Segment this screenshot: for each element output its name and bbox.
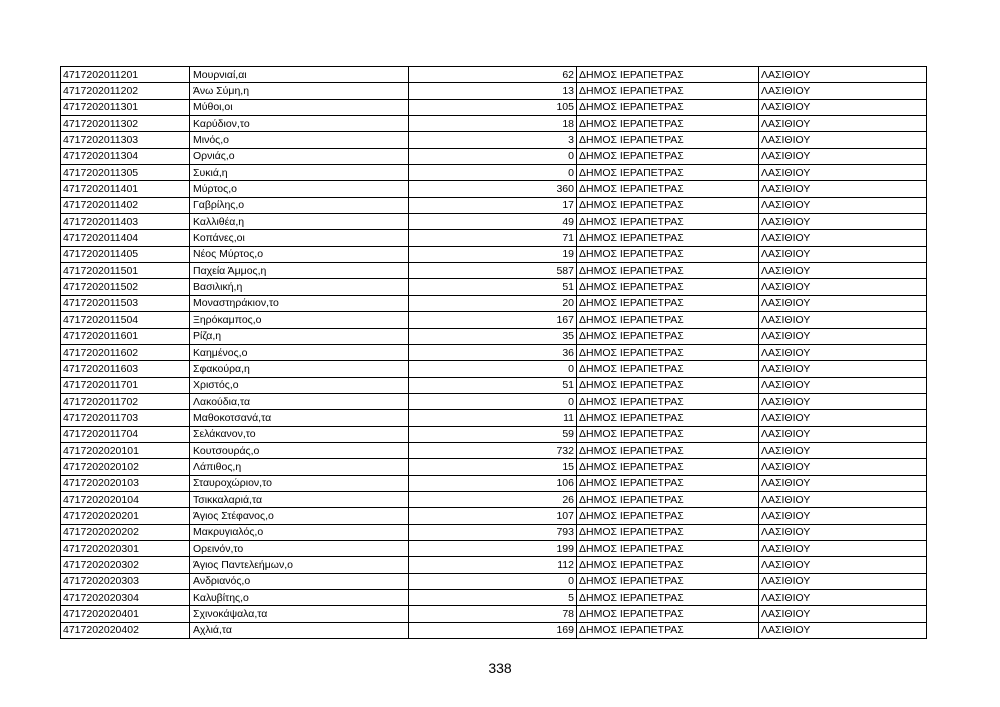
prefecture-cell: ΛΑΣΙΘΙΟΥ bbox=[759, 295, 927, 311]
municipality-cell: ΔΗΜΟΣ ΙΕΡΑΠΕΤΡΑΣ bbox=[577, 344, 759, 360]
table-row bbox=[61, 524, 927, 540]
municipality-cell: ΔΗΜΟΣ ΙΕΡΑΠΕΤΡΑΣ bbox=[577, 246, 759, 262]
municipality-cell: ΔΗΜΟΣ ΙΕΡΑΠΕΤΡΑΣ bbox=[577, 295, 759, 311]
prefecture-cell: ΛΑΣΙΘΙΟΥ bbox=[759, 132, 927, 148]
settlement-code-cell: 4717202011304 bbox=[61, 148, 190, 164]
municipality-cell: ΔΗΜΟΣ ΙΕΡΑΠΕΤΡΑΣ bbox=[577, 442, 759, 458]
municipality-cell: ΔΗΜΟΣ ΙΕΡΑΠΕΤΡΑΣ bbox=[577, 132, 759, 148]
population-cell: 199 bbox=[409, 540, 577, 556]
settlement-name-cell: Χριστός,ο bbox=[190, 377, 409, 393]
settlement-code-cell: 4717202011703 bbox=[61, 410, 190, 426]
population-cell: 793 bbox=[409, 524, 577, 540]
settlement-name-cell: Ρίζα,η bbox=[190, 328, 409, 344]
municipality-cell: ΔΗΜΟΣ ΙΕΡΑΠΕΤΡΑΣ bbox=[577, 410, 759, 426]
population-cell: 62 bbox=[409, 67, 577, 83]
prefecture-cell: ΛΑΣΙΘΙΟΥ bbox=[759, 377, 927, 393]
settlement-code-cell: 4717202020201 bbox=[61, 508, 190, 524]
population-cell: 106 bbox=[409, 475, 577, 491]
prefecture-cell: ΛΑΣΙΘΙΟΥ bbox=[759, 524, 927, 540]
settlement-name-cell: Μινός,ο bbox=[190, 132, 409, 148]
municipality-cell: ΔΗΜΟΣ ΙΕΡΑΠΕΤΡΑΣ bbox=[577, 116, 759, 132]
table-row bbox=[61, 410, 927, 426]
settlement-name-cell: Κοπάνες,οι bbox=[190, 230, 409, 246]
settlement-code-cell: 4717202020302 bbox=[61, 557, 190, 573]
settlement-name-cell: Μύρτος,ο bbox=[190, 181, 409, 197]
municipality-cell: ΔΗΜΟΣ ΙΕΡΑΠΕΤΡΑΣ bbox=[577, 622, 759, 638]
settlement-code-cell: 4717202011401 bbox=[61, 181, 190, 197]
population-cell: 105 bbox=[409, 99, 577, 115]
municipality-cell: ΔΗΜΟΣ ΙΕΡΑΠΕΤΡΑΣ bbox=[577, 165, 759, 181]
population-cell: 18 bbox=[409, 116, 577, 132]
prefecture-cell: ΛΑΣΙΘΙΟΥ bbox=[759, 361, 927, 377]
settlement-code-cell: 4717202020104 bbox=[61, 491, 190, 507]
page-number: 338 bbox=[488, 660, 512, 676]
table-row bbox=[61, 475, 927, 491]
prefecture-cell: ΛΑΣΙΘΙΟΥ bbox=[759, 393, 927, 409]
settlement-name-cell: Ανδριανός,ο bbox=[190, 573, 409, 589]
settlement-name-cell: Ορεινόν,το bbox=[190, 540, 409, 556]
settlement-name-cell: Άγιος Παντελεήμων,ο bbox=[190, 557, 409, 573]
table-row bbox=[61, 590, 927, 606]
settlement-code-cell: 4717202011402 bbox=[61, 197, 190, 213]
municipality-cell: ΔΗΜΟΣ ΙΕΡΑΠΕΤΡΑΣ bbox=[577, 328, 759, 344]
prefecture-cell: ΛΑΣΙΘΙΟΥ bbox=[759, 148, 927, 164]
population-cell: 0 bbox=[409, 573, 577, 589]
settlement-name-cell: Αχλιά,τα bbox=[190, 622, 409, 638]
table-row bbox=[61, 361, 927, 377]
municipality-cell: ΔΗΜΟΣ ΙΕΡΑΠΕΤΡΑΣ bbox=[577, 148, 759, 164]
settlement-code-cell: 4717202020202 bbox=[61, 524, 190, 540]
settlements-table-body bbox=[61, 67, 927, 639]
table-row bbox=[61, 116, 927, 132]
settlement-code-cell: 4717202020102 bbox=[61, 459, 190, 475]
population-cell: 169 bbox=[409, 622, 577, 638]
settlement-code-cell: 4717202011602 bbox=[61, 344, 190, 360]
table-row bbox=[61, 279, 927, 295]
settlement-code-cell: 4717202011502 bbox=[61, 279, 190, 295]
settlement-code-cell: 4717202011301 bbox=[61, 99, 190, 115]
settlement-name-cell: Καημένος,ο bbox=[190, 344, 409, 360]
municipality-cell: ΔΗΜΟΣ ΙΕΡΑΠΕΤΡΑΣ bbox=[577, 361, 759, 377]
settlement-code-cell: 4717202020303 bbox=[61, 573, 190, 589]
prefecture-cell: ΛΑΣΙΘΙΟΥ bbox=[759, 410, 927, 426]
municipality-cell: ΔΗΜΟΣ ΙΕΡΑΠΕΤΡΑΣ bbox=[577, 279, 759, 295]
prefecture-cell: ΛΑΣΙΘΙΟΥ bbox=[759, 116, 927, 132]
population-cell: 732 bbox=[409, 442, 577, 458]
table-row bbox=[61, 606, 927, 622]
municipality-cell: ΔΗΜΟΣ ΙΕΡΑΠΕΤΡΑΣ bbox=[577, 377, 759, 393]
population-cell: 0 bbox=[409, 361, 577, 377]
table-row bbox=[61, 622, 927, 638]
municipality-cell: ΔΗΜΟΣ ΙΕΡΑΠΕΤΡΑΣ bbox=[577, 491, 759, 507]
settlement-code-cell: 4717202011701 bbox=[61, 377, 190, 393]
settlement-code-cell: 4717202020402 bbox=[61, 622, 190, 638]
municipality-cell: ΔΗΜΟΣ ΙΕΡΑΠΕΤΡΑΣ bbox=[577, 83, 759, 99]
prefecture-cell: ΛΑΣΙΘΙΟΥ bbox=[759, 197, 927, 213]
municipality-cell: ΔΗΜΟΣ ΙΕΡΑΠΕΤΡΑΣ bbox=[577, 214, 759, 230]
table-row bbox=[61, 557, 927, 573]
settlement-name-cell: Άγιος Στέφανος,ο bbox=[190, 508, 409, 524]
table-row bbox=[61, 344, 927, 360]
prefecture-cell: ΛΑΣΙΘΙΟΥ bbox=[759, 312, 927, 328]
prefecture-cell: ΛΑΣΙΘΙΟΥ bbox=[759, 165, 927, 181]
settlement-name-cell: Γαβρίλης,ο bbox=[190, 197, 409, 213]
settlement-code-cell: 4717202011504 bbox=[61, 312, 190, 328]
population-cell: 78 bbox=[409, 606, 577, 622]
municipality-cell: ΔΗΜΟΣ ΙΕΡΑΠΕΤΡΑΣ bbox=[577, 459, 759, 475]
table-row bbox=[61, 197, 927, 213]
population-cell: 11 bbox=[409, 410, 577, 426]
population-cell: 49 bbox=[409, 214, 577, 230]
settlement-name-cell: Νέος Μύρτος,ο bbox=[190, 246, 409, 262]
settlement-code-cell: 4717202011704 bbox=[61, 426, 190, 442]
prefecture-cell: ΛΑΣΙΘΙΟΥ bbox=[759, 475, 927, 491]
settlement-name-cell: Καρύδιον,το bbox=[190, 116, 409, 132]
prefecture-cell: ΛΑΣΙΘΙΟΥ bbox=[759, 344, 927, 360]
settlement-name-cell: Μύθοι,οι bbox=[190, 99, 409, 115]
prefecture-cell: ΛΑΣΙΘΙΟΥ bbox=[759, 590, 927, 606]
settlement-code-cell: 4717202011501 bbox=[61, 263, 190, 279]
population-cell: 13 bbox=[409, 83, 577, 99]
population-cell: 51 bbox=[409, 279, 577, 295]
settlement-code-cell: 4717202020103 bbox=[61, 475, 190, 491]
prefecture-cell: ΛΑΣΙΘΙΟΥ bbox=[759, 540, 927, 556]
table-row bbox=[61, 459, 927, 475]
settlement-code-cell: 4717202011202 bbox=[61, 83, 190, 99]
population-cell: 587 bbox=[409, 263, 577, 279]
population-cell: 35 bbox=[409, 328, 577, 344]
settlement-name-cell: Μοναστηράκιον,το bbox=[190, 295, 409, 311]
prefecture-cell: ΛΑΣΙΘΙΟΥ bbox=[759, 491, 927, 507]
settlement-name-cell: Μακρυγιαλός,ο bbox=[190, 524, 409, 540]
table-row bbox=[61, 426, 927, 442]
population-cell: 51 bbox=[409, 377, 577, 393]
table-row bbox=[61, 573, 927, 589]
municipality-cell: ΔΗΜΟΣ ΙΕΡΑΠΕΤΡΑΣ bbox=[577, 557, 759, 573]
population-cell: 0 bbox=[409, 165, 577, 181]
prefecture-cell: ΛΑΣΙΘΙΟΥ bbox=[759, 99, 927, 115]
settlement-code-cell: 4717202011404 bbox=[61, 230, 190, 246]
municipality-cell: ΔΗΜΟΣ ΙΕΡΑΠΕΤΡΑΣ bbox=[577, 606, 759, 622]
municipality-cell: ΔΗΜΟΣ ΙΕΡΑΠΕΤΡΑΣ bbox=[577, 590, 759, 606]
municipality-cell: ΔΗΜΟΣ ΙΕΡΑΠΕΤΡΑΣ bbox=[577, 181, 759, 197]
population-cell: 36 bbox=[409, 344, 577, 360]
prefecture-cell: ΛΑΣΙΘΙΟΥ bbox=[759, 508, 927, 524]
settlement-code-cell: 4717202020101 bbox=[61, 442, 190, 458]
settlement-code-cell: 4717202011305 bbox=[61, 165, 190, 181]
settlement-code-cell: 4717202020304 bbox=[61, 590, 190, 606]
municipality-cell: ΔΗΜΟΣ ΙΕΡΑΠΕΤΡΑΣ bbox=[577, 426, 759, 442]
prefecture-cell: ΛΑΣΙΘΙΟΥ bbox=[759, 181, 927, 197]
prefecture-cell: ΛΑΣΙΘΙΟΥ bbox=[759, 426, 927, 442]
prefecture-cell: ΛΑΣΙΘΙΟΥ bbox=[759, 606, 927, 622]
table-row bbox=[61, 312, 927, 328]
settlement-name-cell: Λάπιθος,η bbox=[190, 459, 409, 475]
municipality-cell: ΔΗΜΟΣ ΙΕΡΑΠΕΤΡΑΣ bbox=[577, 197, 759, 213]
table-row bbox=[61, 295, 927, 311]
settlement-name-cell: Παχεία Άμμος,η bbox=[190, 263, 409, 279]
prefecture-cell: ΛΑΣΙΘΙΟΥ bbox=[759, 214, 927, 230]
settlement-code-cell: 4717202011503 bbox=[61, 295, 190, 311]
table-row bbox=[61, 83, 927, 99]
table-row bbox=[61, 148, 927, 164]
table-row bbox=[61, 214, 927, 230]
table-row bbox=[61, 328, 927, 344]
settlements-table bbox=[60, 66, 927, 639]
population-cell: 0 bbox=[409, 148, 577, 164]
population-cell: 19 bbox=[409, 246, 577, 262]
settlement-name-cell: Μαθοκοτσανά,τα bbox=[190, 410, 409, 426]
settlement-name-cell: Καλλιθέα,η bbox=[190, 214, 409, 230]
population-cell: 360 bbox=[409, 181, 577, 197]
table-row bbox=[61, 246, 927, 262]
table-row bbox=[61, 165, 927, 181]
population-cell: 112 bbox=[409, 557, 577, 573]
settlement-name-cell: Τσικκαλαριά,τα bbox=[190, 491, 409, 507]
prefecture-cell: ΛΑΣΙΘΙΟΥ bbox=[759, 622, 927, 638]
municipality-cell: ΔΗΜΟΣ ΙΕΡΑΠΕΤΡΑΣ bbox=[577, 524, 759, 540]
settlement-name-cell: Σταυροχώριον,το bbox=[190, 475, 409, 491]
settlement-name-cell: Σχινοκάψαλα,τα bbox=[190, 606, 409, 622]
settlement-code-cell: 4717202020301 bbox=[61, 540, 190, 556]
prefecture-cell: ΛΑΣΙΘΙΟΥ bbox=[759, 263, 927, 279]
municipality-cell: ΔΗΜΟΣ ΙΕΡΑΠΕΤΡΑΣ bbox=[577, 508, 759, 524]
municipality-cell: ΔΗΜΟΣ ΙΕΡΑΠΕΤΡΑΣ bbox=[577, 475, 759, 491]
prefecture-cell: ΛΑΣΙΘΙΟΥ bbox=[759, 573, 927, 589]
settlement-code-cell: 4717202011201 bbox=[61, 67, 190, 83]
municipality-cell: ΔΗΜΟΣ ΙΕΡΑΠΕΤΡΑΣ bbox=[577, 393, 759, 409]
settlement-name-cell: Λακούδια,τα bbox=[190, 393, 409, 409]
population-cell: 20 bbox=[409, 295, 577, 311]
population-cell: 3 bbox=[409, 132, 577, 148]
municipality-cell: ΔΗΜΟΣ ΙΕΡΑΠΕΤΡΑΣ bbox=[577, 263, 759, 279]
settlement-code-cell: 4717202020401 bbox=[61, 606, 190, 622]
table-row bbox=[61, 132, 927, 148]
population-cell: 5 bbox=[409, 590, 577, 606]
municipality-cell: ΔΗΜΟΣ ΙΕΡΑΠΕΤΡΑΣ bbox=[577, 67, 759, 83]
settlement-code-cell: 4717202011405 bbox=[61, 246, 190, 262]
population-cell: 71 bbox=[409, 230, 577, 246]
settlement-name-cell: Βασιλική,η bbox=[190, 279, 409, 295]
table-row bbox=[61, 99, 927, 115]
settlement-name-cell: Ξηρόκαμπος,ο bbox=[190, 312, 409, 328]
table-row bbox=[61, 377, 927, 393]
settlement-name-cell: Ορνιάς,ο bbox=[190, 148, 409, 164]
population-cell: 59 bbox=[409, 426, 577, 442]
prefecture-cell: ΛΑΣΙΘΙΟΥ bbox=[759, 459, 927, 475]
population-cell: 26 bbox=[409, 491, 577, 507]
table-row bbox=[61, 230, 927, 246]
population-cell: 167 bbox=[409, 312, 577, 328]
municipality-cell: ΔΗΜΟΣ ΙΕΡΑΠΕΤΡΑΣ bbox=[577, 540, 759, 556]
settlement-name-cell: Συκιά,η bbox=[190, 165, 409, 181]
population-cell: 17 bbox=[409, 197, 577, 213]
settlement-code-cell: 4717202011601 bbox=[61, 328, 190, 344]
settlement-code-cell: 4717202011303 bbox=[61, 132, 190, 148]
prefecture-cell: ΛΑΣΙΘΙΟΥ bbox=[759, 557, 927, 573]
settlement-name-cell: Σελάκανον,το bbox=[190, 426, 409, 442]
population-cell: 0 bbox=[409, 393, 577, 409]
table-row bbox=[61, 393, 927, 409]
municipality-cell: ΔΗΜΟΣ ΙΕΡΑΠΕΤΡΑΣ bbox=[577, 99, 759, 115]
settlement-code-cell: 4717202011702 bbox=[61, 393, 190, 409]
prefecture-cell: ΛΑΣΙΘΙΟΥ bbox=[759, 279, 927, 295]
settlement-name-cell: Μουρνιαί,αι bbox=[190, 67, 409, 83]
settlement-name-cell: Κουτσουράς,ο bbox=[190, 442, 409, 458]
table-row bbox=[61, 491, 927, 507]
settlement-code-cell: 4717202011603 bbox=[61, 361, 190, 377]
table-row bbox=[61, 540, 927, 556]
municipality-cell: ΔΗΜΟΣ ΙΕΡΑΠΕΤΡΑΣ bbox=[577, 573, 759, 589]
population-cell: 107 bbox=[409, 508, 577, 524]
settlement-code-cell: 4717202011302 bbox=[61, 116, 190, 132]
settlement-name-cell: Σφακούρα,η bbox=[190, 361, 409, 377]
municipality-cell: ΔΗΜΟΣ ΙΕΡΑΠΕΤΡΑΣ bbox=[577, 230, 759, 246]
prefecture-cell: ΛΑΣΙΘΙΟΥ bbox=[759, 328, 927, 344]
prefecture-cell: ΛΑΣΙΘΙΟΥ bbox=[759, 230, 927, 246]
table-row bbox=[61, 263, 927, 279]
settlement-code-cell: 4717202011403 bbox=[61, 214, 190, 230]
settlement-name-cell: Καλυβίτης,ο bbox=[190, 590, 409, 606]
table-row bbox=[61, 508, 927, 524]
municipality-cell: ΔΗΜΟΣ ΙΕΡΑΠΕΤΡΑΣ bbox=[577, 312, 759, 328]
population-cell: 15 bbox=[409, 459, 577, 475]
table-row bbox=[61, 181, 927, 197]
table-row bbox=[61, 67, 927, 83]
prefecture-cell: ΛΑΣΙΘΙΟΥ bbox=[759, 442, 927, 458]
prefecture-cell: ΛΑΣΙΘΙΟΥ bbox=[759, 83, 927, 99]
prefecture-cell: ΛΑΣΙΘΙΟΥ bbox=[759, 67, 927, 83]
settlement-name-cell: Άνω Σύμη,η bbox=[190, 83, 409, 99]
prefecture-cell: ΛΑΣΙΘΙΟΥ bbox=[759, 246, 927, 262]
table-row bbox=[61, 442, 927, 458]
